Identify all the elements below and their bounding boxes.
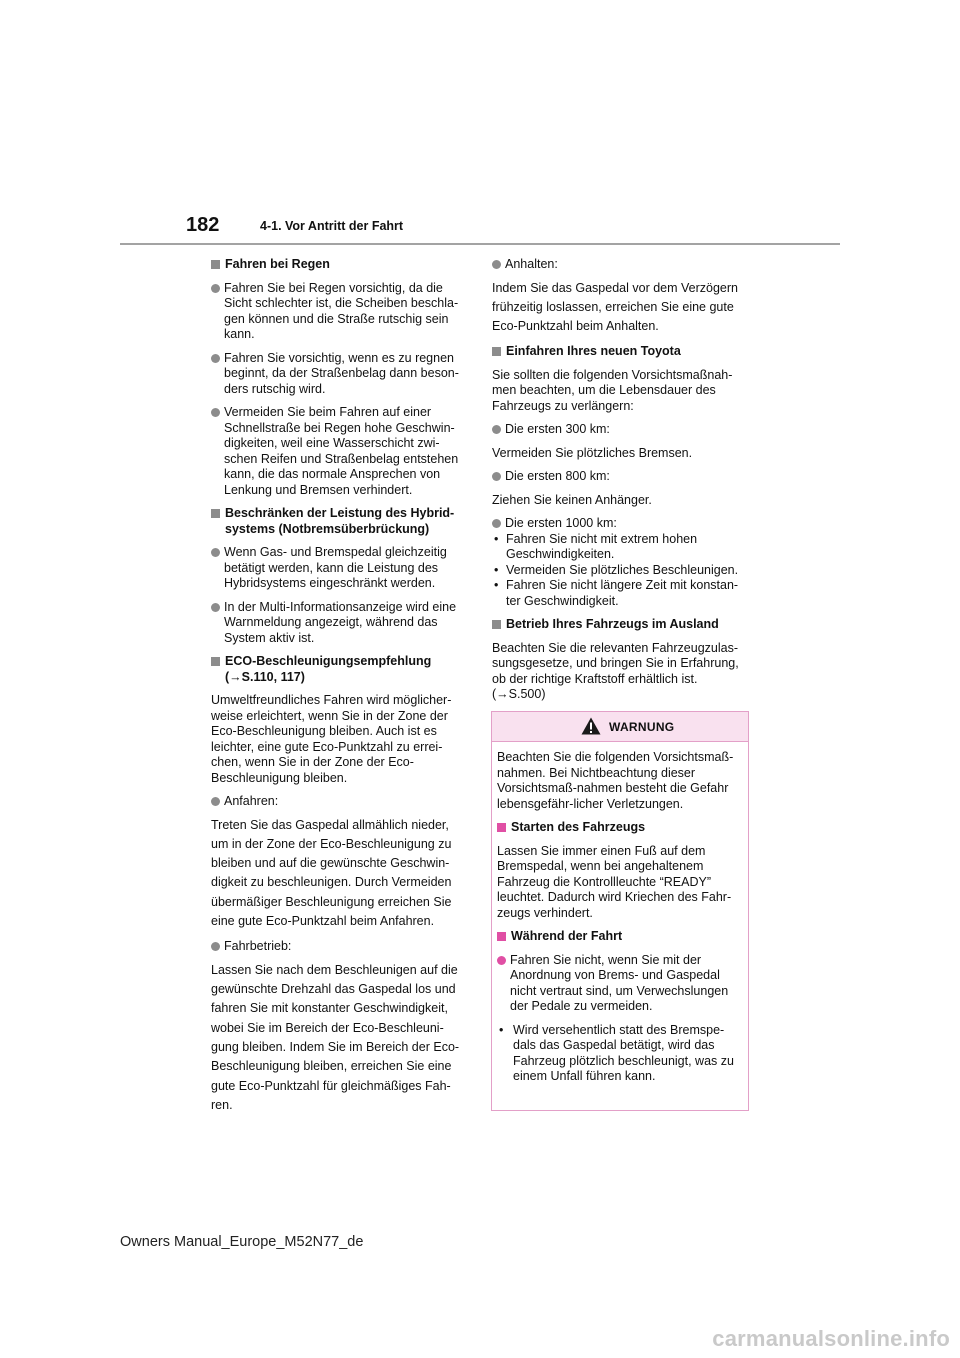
warning-title: WARNUNG xyxy=(609,720,675,734)
warning-header xyxy=(492,712,748,742)
right-column xyxy=(492,257,750,711)
paragraph-anhalten: Indem Sie das Gaspedal vor dem Verzögern frühzeitig loslassen, erreichen Sie eine gute Eco-Punktzahl beim Anhalten. xyxy=(492,280,738,334)
page-header xyxy=(0,0,960,250)
heading-abroad: Betrieb Ihres Fahrzeugs im Ausland xyxy=(492,617,750,633)
list-item-label: Fahrbetrieb: xyxy=(211,939,466,955)
header-rule xyxy=(120,243,840,245)
paragraph-abroad: Beachten Sie die relevanten Fahrzeugzulas-sungsgesetze, und bringen Sie in Erfahrung, ob der richtige Kraftstoff erhältlich ist. (→S.500) xyxy=(492,640,739,702)
list-item-label: Die ersten 300 km: xyxy=(492,422,750,438)
page-number: 182 xyxy=(186,214,220,236)
list-item: Vermeiden Sie beim Fahren auf einer Schnellstraße bei Regen hohe Geschwin-digkeiten, weil eine Wasserschicht zwi-schen Reifen und Straßenbelag entstehen kann, die das normale Ansprechen von Lenkung und Bremsen verhindert. xyxy=(211,405,466,498)
list-1000km xyxy=(492,532,750,610)
warning-triangle-icon xyxy=(581,717,601,735)
paragraph-800km: Ziehen Sie keinen Anhänger. xyxy=(492,492,652,507)
paragraph-break-in: Sie sollten die folgenden Vorsichtsmaßnah-men beachten, um die Lebensdauer des Fahrzeugs zu verlängern: xyxy=(492,367,733,413)
heading-eco-acceleration: ECO-Beschleunigungsempfehlung (→S.110, 117) xyxy=(211,654,466,685)
list-item-label: Anhalten: xyxy=(492,257,750,273)
list-item-label: Anfahren: xyxy=(211,794,466,810)
list-item: • Vermeiden Sie plötzliches Beschleunigen. xyxy=(492,563,750,579)
list-item: Wenn Gas- und Bremspedal gleichzeitig betätigt werden, kann die Leistung des Hybridsystems eingeschränkt werden. xyxy=(211,545,466,592)
footer-doc-name: Owners Manual_Europe_M52N77_de xyxy=(120,1234,364,1250)
heading-rain-driving: Fahren bei Regen xyxy=(211,257,466,273)
heading-hybrid-limit: Beschränken der Leistung des Hybrid-systems (Notbremsüberbrückung) xyxy=(211,506,466,537)
paragraph-eco-intro: Umweltfreundliches Fahren wird möglicher-weise erleichtert, wenn Sie in der Zone der Eco-Beschleunigung bleiben. Auch ist es leichter, eine gute Eco-Punktzahl zu errei-chen, wenn Sie in der Zone der Eco-Beschleunigung bleiben. xyxy=(211,693,452,785)
list-item: Fahren Sie vorsichtig, wenn es zu regnen beginnt, da der Straßenbelag dann beson-ders rutschig wird. xyxy=(211,351,466,398)
list-item: Fahren Sie nicht, wenn Sie mit der Anordnung von Brems- und Gaspedal nicht vertraut sind, um Verwechslungen der Pedale zu vermeiden. xyxy=(497,953,742,1015)
list-item-label: Die ersten 1000 km: xyxy=(492,516,750,532)
list-item-label: Die ersten 800 km: xyxy=(492,469,750,485)
list-item: In der Multi-Informationsanzeige wird eine Warnmeldung angezeigt, während das System aktiv ist. xyxy=(211,600,466,647)
list-item: • Fahren Sie nicht mit extrem hohen Geschwindigkeiten. xyxy=(492,532,750,563)
left-column xyxy=(211,257,466,1123)
warning-intro: Beachten Sie die folgenden Vorsichtsmaß-nahmen. Bei Nichtbeachtung dieser Vorsichtsmaß-nahmen besteht die Gefahr lebensgefähr-licher Verletzungen. xyxy=(497,750,734,811)
list-item: Fahren Sie bei Regen vorsichtig, da die Sicht schlechter ist, die Scheiben beschla-gen können und die Straße rutschig sein kann. xyxy=(211,281,466,343)
warning-body xyxy=(492,742,748,1085)
paragraph-300km: Vermeiden Sie plötzliches Bremsen. xyxy=(492,445,693,460)
paragraph-fahrbetrieb: Lassen Sie nach dem Beschleunigen auf die gewünschte Drehzahl das Gaspedal los und fahren Sie mit konstanter Geschwindigkeit, wobei Sie im Bereich der Eco-Beschleuni-gung bleiben. Indem Sie im Bereich der Eco-Beschleunigung bleiben, erreichen Sie eine gute Eco-Punktzahl für gleichmäßiges Fah-ren. xyxy=(211,962,460,1112)
warning-list xyxy=(497,1023,742,1085)
list-item: • Wird versehentlich statt des Bremspe-dals das Gaspedal betätigt, wird das Fahrzeug plötzlich beschleunigt, was zu einem Unfall führen kann. xyxy=(497,1023,742,1085)
section-title: 4-1. Vor Antritt der Fahrt xyxy=(260,219,404,233)
list-item: • Fahren Sie nicht längere Zeit mit konstan-ter Geschwindigkeit. xyxy=(492,578,750,609)
paragraph-anfahren: Treten Sie das Gaspedal allmählich nieder, um in der Zone der Eco-Beschleunigung zu bleiben und auf die gewünschte Geschwin-digkeit zu beschleunigen. Durch Vermeiden übermäßiger Beschleunigung erreichen Sie eine gute Eco-Punktzahl beim Anfahren. xyxy=(211,817,452,928)
warning-heading-driving: Während der Fahrt xyxy=(497,929,742,945)
warning-box xyxy=(491,711,749,1111)
warning-heading-start: Starten des Fahrzeugs xyxy=(497,820,742,836)
warning-start-text: Lassen Sie immer einen Fuß auf dem Bremspedal, wenn bei angehaltenem Fahrzeug die Kontrollleuchte “READY” leuchtet. Dadurch wird Kriechen des Fahr-zeugs verhindert. xyxy=(497,843,732,920)
heading-break-in: Einfahren Ihres neuen Toyota xyxy=(492,344,750,360)
watermark: carmanualsonline.info xyxy=(712,1326,950,1351)
